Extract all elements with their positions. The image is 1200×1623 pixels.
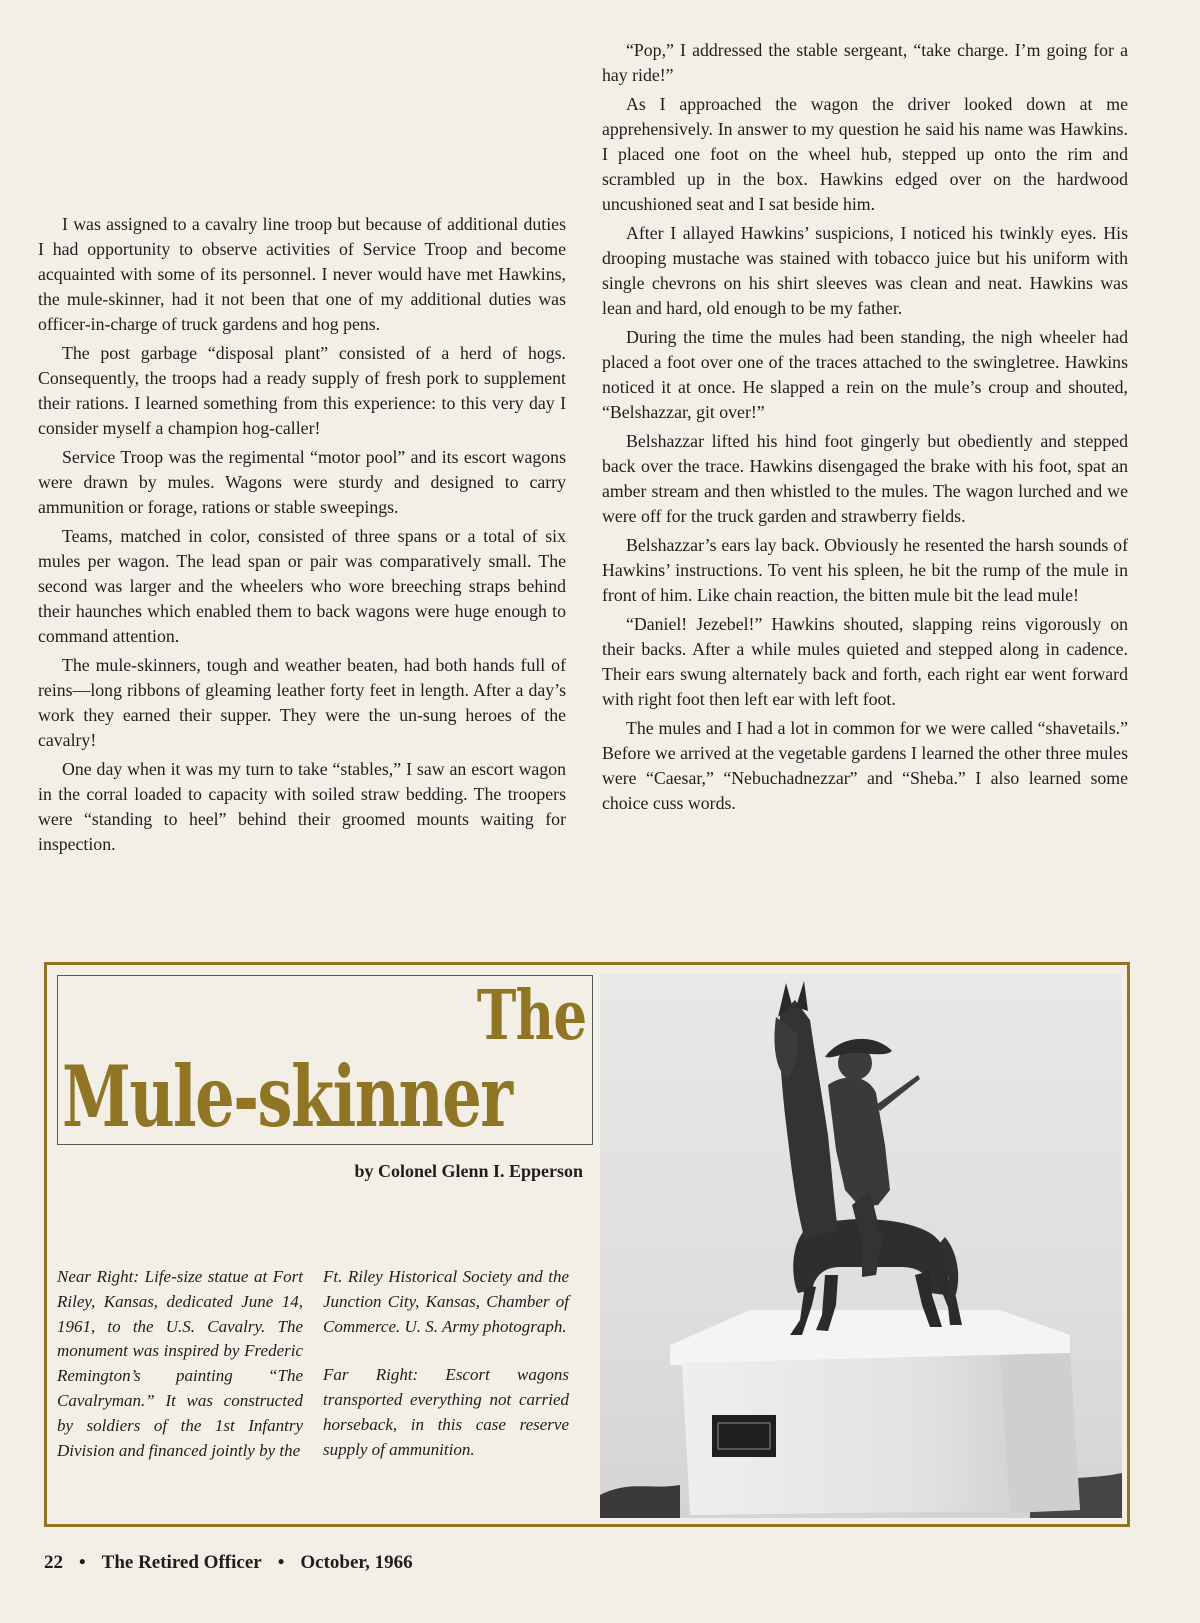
paragraph: Belshazzar’s ears lay back. Obviously he resented the harsh sounds of Hawkins’ instructions. To vent his spleen, he bit the rump of the mule in front of him. Like chain reaction, the bitten mule bit the lead mule! (602, 535, 1128, 605)
article-column-right (602, 38, 1128, 820)
paragraph: As I approached the wagon the driver looked down at me apprehensively. In answer to my question he said his name was Hawkins. I placed one foot on the wheel hub, stepped up onto the rim and scrambled up in the box. Hawkins edged over on the hardwood uncushioned seat and I sat beside him. (602, 94, 1128, 214)
paragraph: I was assigned to a cavalry line troop but because of additional duties I had opportunity to observe activities of Service Troop and become acquainted with some of its personnel. I never would have met Hawkins, the mule-skinner, had it not been that one of my additional duties was officer-in-charge of truck gardens and hog pens. (38, 214, 566, 334)
paragraph: Service Troop was the regimental “motor pool” and its escort wagons were drawn by mules. Wagons were sturdy and designed to carry ammunition or forage, rations or stable sweepings. (38, 447, 566, 517)
paragraph: The mules and I had a lot in common for we were called “shavetails.” Before we arrived at the vegetable gardens I learned the other three mules were “Caesar,” “Nebuchadnezzar” and “Sheba.” I also learned some choice cuss words. (602, 718, 1128, 813)
title-the: The (476, 976, 586, 1056)
article-column-left (38, 212, 566, 861)
paragraph: The post garbage “disposal plant” consisted of a herd of hogs. Consequently, the troops had a ready supply of fresh pork to supplement their rations. I learned something from this experience: to this very day I consider myself a champion hog-caller! (38, 343, 566, 438)
photo-caption-left (57, 1265, 303, 1463)
cavalry-statue-photo (600, 975, 1122, 1518)
paragraph: “Pop,” I addressed the stable sergeant, “take charge. I’m going for a hay ride!” (602, 40, 1128, 85)
title-mule-skinner: Mule-skinner (62, 1047, 512, 1146)
paragraph: The mule-skinners, tough and weather beaten, had both hands full of reins—long ribbons of gleaming leather forty feet in length. After a day’s work they earned their supper. They were the un-sung heroes of the cavalry! (38, 655, 566, 750)
paragraph: Belshazzar lifted his hind foot gingerly but obediently and stepped back over the trace. Hawkins disengaged the brake with his foot, spat an amber stream and then whistled to the mules. The wagon lurched and we were off for the truck garden and strawberry fields. (602, 431, 1128, 526)
caption-text: Ft. Riley Historical Society and the Junction City, Kansas, Chamber of Commerce. U. S. Army photograph. (323, 1267, 569, 1336)
photo-caption-right (323, 1265, 569, 1463)
caption-text: Far Right: Escort wagons transported everything not carried horseback, in this case reserve supply of ammunition. (323, 1365, 569, 1459)
cavalry-statue-image (600, 975, 1122, 1518)
caption-text: Near Right: Life-size statue at Fort Riley, Kansas, dedicated June 14, 1961, to the U.S. Cavalry. The monument was inspired by Frederic Remington’s painting “The Cavalryman.” It was constructed by soldiers of the 1st Infantry Division and financed jointly by the (57, 1267, 303, 1460)
separator-dot: • (79, 1552, 86, 1573)
paragraph: “Daniel! Jezebel!” Hawkins shouted, slapping reins vigorously on their backs. After a while mules quieted and stepped along in cadence. Their ears swung alternately back and forth, each right ear went forward with right foot then left ear with left foot. (602, 614, 1128, 709)
byline: by Colonel Glenn I. Epperson (354, 1161, 583, 1181)
separator-dot: • (277, 1552, 285, 1573)
paragraph: After I allayed Hawkins’ suspicions, I noticed his twinkly eyes. His drooping mustache was stained with tobacco juice but his uniform with single chevrons on his shirt sleeves was clean and neat. Hawkins was lean and hard, old enough to be my father. (602, 223, 1128, 318)
title-box (57, 975, 593, 1145)
paragraph: During the time the mules had been standing, the nigh wheeler had placed a foot over one of the traces attached to the swingletree. Hawkins noticed it at once. He slapped a rein on the mule’s croup and shouted, “Belshazzar, git over!” (602, 327, 1128, 422)
paragraph: Teams, matched in color, consisted of three spans or a total of six mules per wagon. The lead span or pair was comparatively small. The second was larger and the wheelers who wore breeching straps behind their haunches which enabled them to back wagons were huge enough to command attention. (38, 526, 566, 646)
issue-date: October, 1966 (300, 1552, 413, 1573)
page-footer (44, 1552, 413, 1574)
publication-name: The Retired Officer (101, 1552, 262, 1573)
page-number: 22 (44, 1552, 63, 1573)
paragraph: One day when it was my turn to take “stables,” I saw an escort wagon in the corral loaded to capacity with soiled straw bedding. The troopers were “standing to heel” behind their groomed mounts waiting for inspection. (38, 759, 566, 854)
plaque (712, 1415, 776, 1457)
feature-box (44, 962, 1130, 1527)
